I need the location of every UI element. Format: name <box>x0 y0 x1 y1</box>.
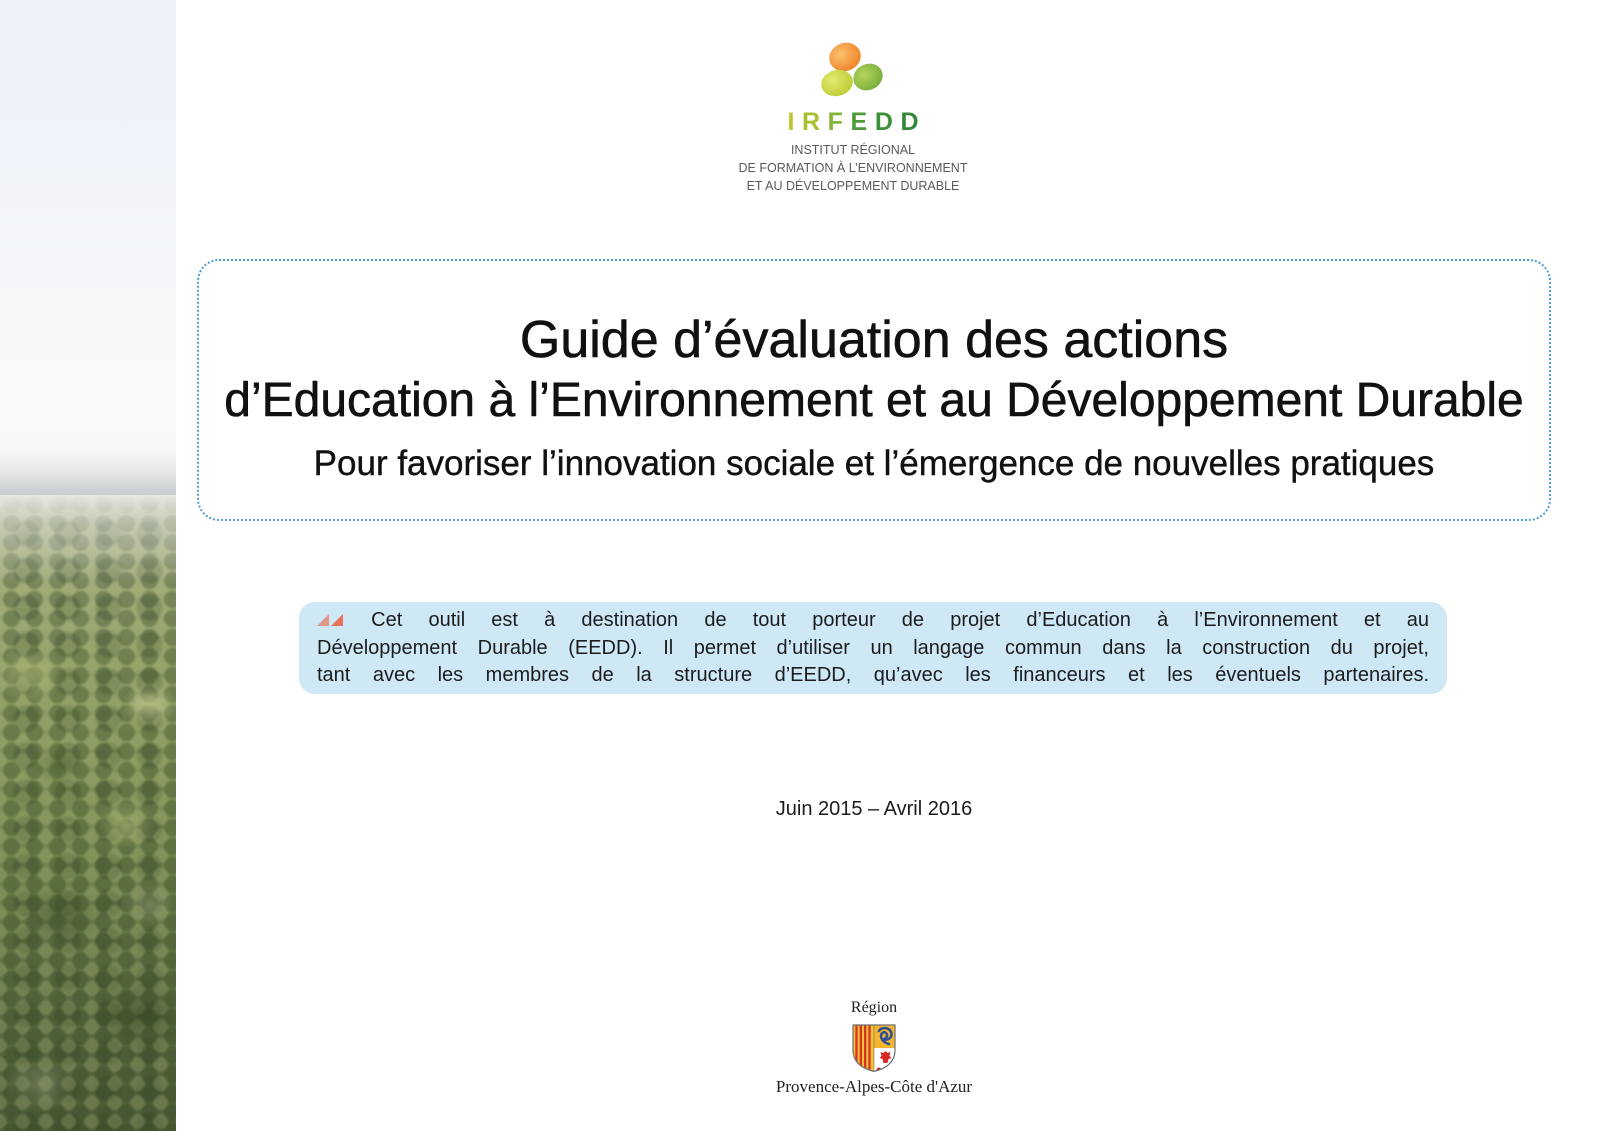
title-box <box>197 259 1551 521</box>
double-triangle-icon <box>317 614 345 626</box>
logo-subtitle <box>693 141 1013 195</box>
page-subtitle: Pour favoriser l’innovation sociale et l’émergence de nouvelles pratiques <box>313 444 1435 483</box>
wordmark-letter: F <box>827 108 851 136</box>
region-label: Région <box>850 999 898 1016</box>
page-title-line2: d’Education à l’Environnement et au Développement Durable <box>224 374 1524 427</box>
intro-box <box>299 602 1447 694</box>
date-range: Juin 2015 – Avril 2016 <box>775 798 973 820</box>
wordmark-letter: R <box>802 108 828 136</box>
intro-line: Développement Durable (EEDD). Il permet d’utiliser un langage commun dans la construction du projet, <box>317 636 1429 659</box>
wordmark-letter: E <box>850 108 875 136</box>
region-name: Provence-Alpes-Côte d'Azur <box>775 1077 973 1096</box>
forest-landscape-photo <box>0 0 176 1131</box>
irfedd-logo-icon <box>815 38 890 104</box>
wordmark-letter: D <box>900 108 927 136</box>
wordmark-letter: I <box>787 108 802 136</box>
intro-line <box>317 607 1429 635</box>
intro-text: Cet outil est à destination de tout porteur de projet d’Education à l’Environnement et au <box>371 609 1430 631</box>
logo-subtitle-line: INSTITUT RÉGIONAL <box>790 143 916 157</box>
logo-subtitle-line: DE FORMATION À L’ENVIRONNEMENT <box>738 161 968 175</box>
wordmark-letter: D <box>874 108 901 136</box>
coat-of-arms-icon <box>851 1023 897 1073</box>
irfedd-wordmark <box>753 109 953 135</box>
logo-subtitle-line: ET AU DÉVELOPPEMENT DURABLE <box>746 179 960 193</box>
page-title: Guide d’évaluation des actions <box>519 311 1229 369</box>
intro-line: tant avec les membres de la structure d’EEDD, qu’avec les financeurs et les éventuels partenaires. <box>317 664 1429 686</box>
sky-area <box>0 0 176 500</box>
forest-canopy <box>0 495 176 1131</box>
